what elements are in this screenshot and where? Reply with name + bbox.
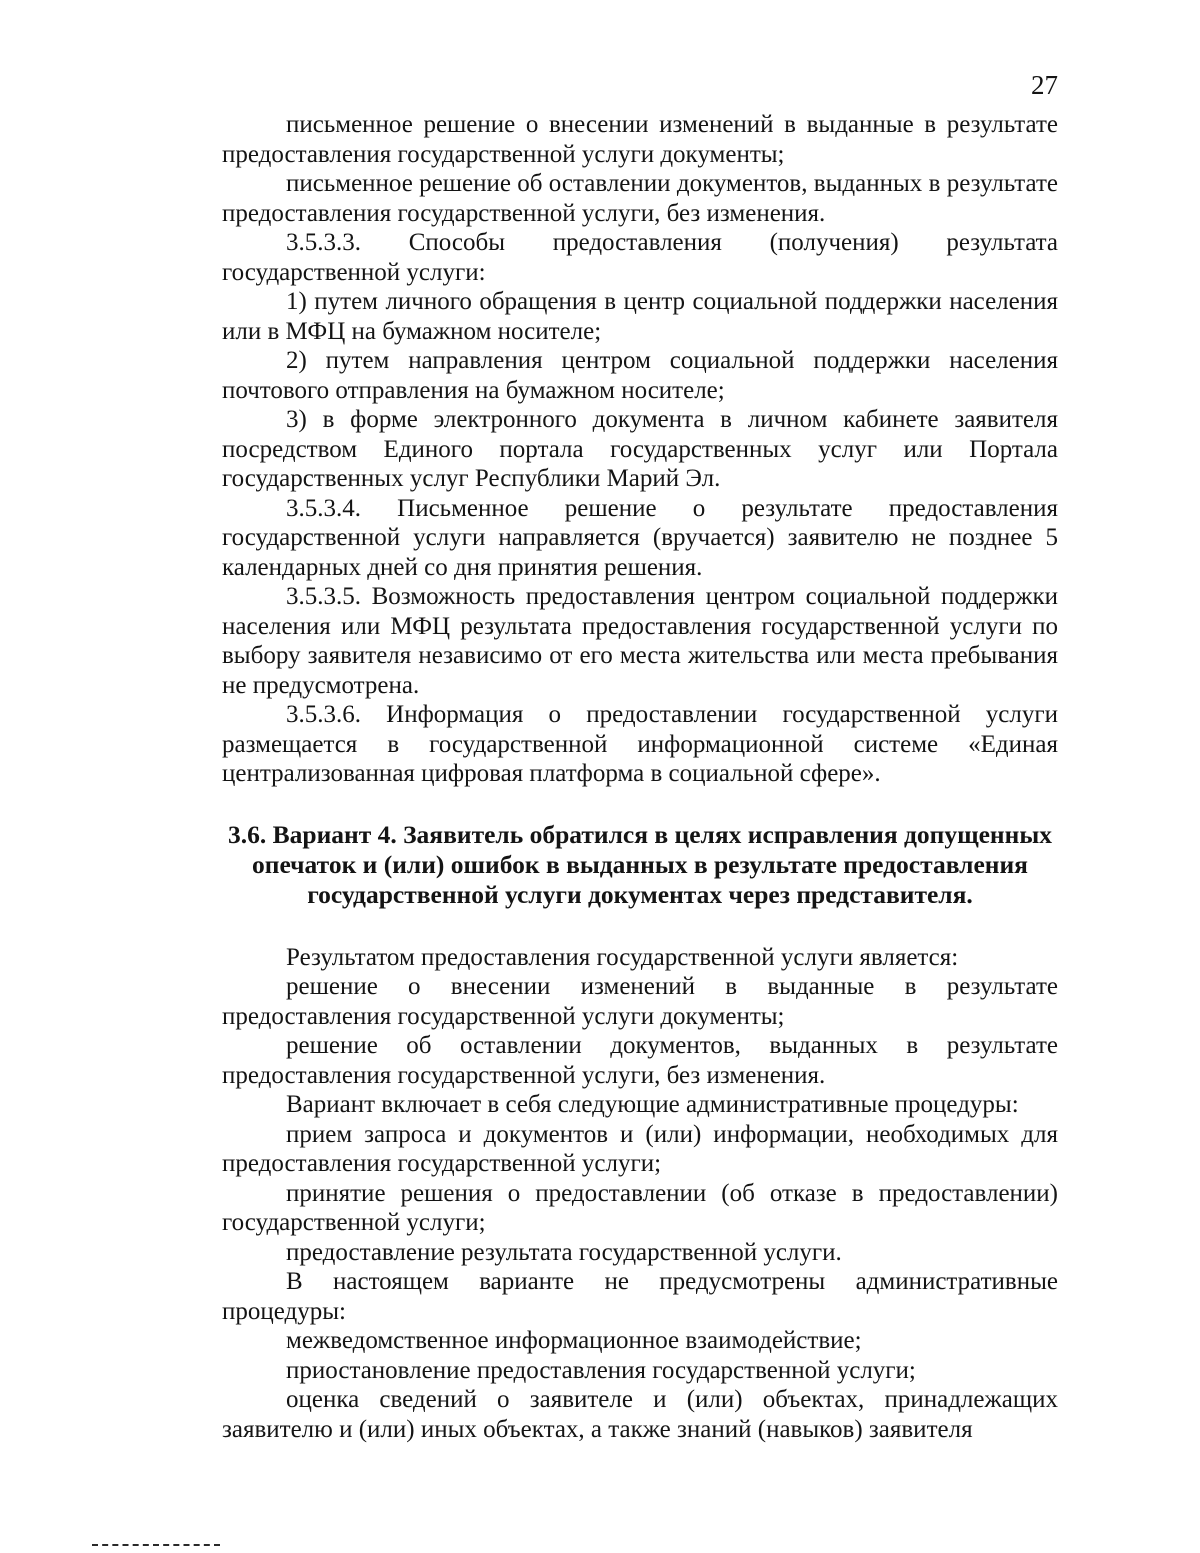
paragraph: 1) путем личного обращения в центр социальной поддержки населения или в МФЦ на бумажном носителе; bbox=[222, 288, 1058, 345]
paragraph: прием запроса и документов и (или) информации, необходимых для предоставления государственной услуги; bbox=[222, 1120, 1058, 1177]
paragraph: приостановление предоставления государственной услуги; bbox=[286, 1356, 916, 1384]
paragraph: В настоящем варианте не предусмотрены административные процедуры: bbox=[222, 1268, 1058, 1325]
paragraph: 3.5.3.4. Письменное решение о результате предоставления государственной услуги направляется (вручается) заявителю не позднее 5 календарных дней со дня принятия решения. bbox=[222, 494, 1058, 581]
paragraph: решение об оставлении документов, выданных в результате предоставления государственной услуги, без изменения. bbox=[222, 1032, 1058, 1089]
paragraph: 3.5.3.6. Информация о предоставлении государственной услуги размещается в государственной информационной системе «Единая централизованная цифровая платформа в социальной сфере». bbox=[222, 701, 1058, 787]
paragraph: 3.5.3.5. Возможность предоставления центром социальной поддержки населения или МФЦ результата предоставления государственной услуги по выбору заявителя независимо от его места жительства или места пребывания не предусмотрена. bbox=[222, 583, 1058, 699]
paragraph: Вариант включает в себя следующие административные процедуры: bbox=[286, 1091, 1019, 1118]
paragraph: 3.5.3.3. Способы предоставления (получения) результата государственной услуги: bbox=[222, 229, 1058, 286]
page-number: 27 bbox=[1031, 70, 1058, 100]
paragraph: принятие решения о предоставлении (об отказе в предоставлении) государственной услуги; bbox=[222, 1179, 1058, 1236]
paragraph: 2) путем направления центром социальной поддержки населения почтового отправления на бумажном носителе; bbox=[222, 347, 1058, 404]
paragraph: оценка сведений о заявителе и (или) объектах, принадлежащих заявителю и (или) иных объектах, а также знаний (навыков) заявителя bbox=[222, 1386, 1058, 1443]
paragraph: решение о внесении изменений в выданные в результате предоставления государственной услуги документы; bbox=[222, 973, 1058, 1030]
section-heading: 3.6. Вариант 4. Заявитель обратился в целях исправления допущенных опечаток и (или) ошибок в выданных в результате предоставления государственной услуги документах через представителя. bbox=[228, 819, 1052, 909]
paragraph: предоставление результата государственной услуги. bbox=[286, 1238, 842, 1266]
paragraph: письменное решение об оставлении документов, выданных в результате предоставления государственной услуги, без изменения. bbox=[222, 170, 1058, 227]
footer-rule bbox=[92, 1544, 220, 1546]
paragraph: письменное решение о внесении изменений в выданные в результате предоставления государственной услуги документы; bbox=[222, 111, 1058, 168]
paragraph: 3) в форме электронного документа в личном кабинете заявителя посредством Единого портала государственных услуг или Портала государственных услуг Республики Марий Эл. bbox=[222, 406, 1058, 492]
paragraph: Результатом предоставления государственной услуги является: bbox=[286, 943, 959, 971]
paragraph: межведомственное информационное взаимодействие; bbox=[286, 1327, 862, 1354]
document-body bbox=[222, 110, 1058, 1444]
